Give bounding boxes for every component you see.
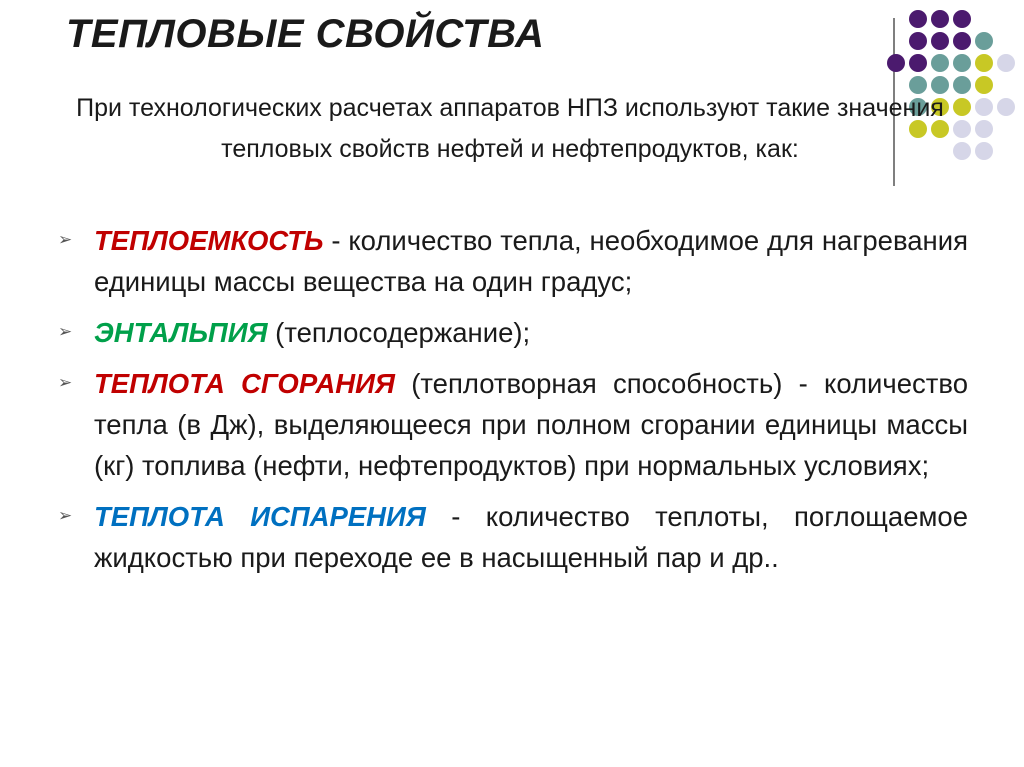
properties-list bbox=[58, 220, 968, 578]
decor-dot bbox=[953, 10, 971, 28]
decor-dot bbox=[931, 10, 949, 28]
term-description: (теплосодержание); bbox=[267, 317, 531, 348]
decor-dot bbox=[887, 54, 905, 72]
list-item bbox=[58, 220, 968, 302]
decor-dot bbox=[909, 10, 927, 28]
slide-title: ТЕПЛОВЫЕ СВОЙСТВА bbox=[66, 12, 545, 56]
decor-dot bbox=[953, 32, 971, 50]
intro-paragraph: При технологических расчетах аппаратов НПЗ используют такие значения тепловых свойств нефтей и нефтепродуктов, как: bbox=[76, 94, 944, 163]
term-description: - количество теплоты, поглощаемое жидкостью при переходе ее в насыщенный пар и др.. bbox=[94, 501, 968, 573]
term-enthalpy: ЭНТАЛЬПИЯ bbox=[94, 317, 268, 348]
arrow-bullet-icon: ➢ bbox=[58, 322, 73, 342]
decor-dot bbox=[909, 54, 927, 72]
term-description: - количество тепла, необходимое для нагревания единицы массы вещества на один градус; bbox=[94, 225, 968, 297]
decor-dot bbox=[997, 54, 1015, 72]
decor-dot bbox=[975, 54, 993, 72]
term-heat-of-evaporation: ТЕПЛОТА ИСПАРЕНИЯ bbox=[94, 501, 426, 532]
list-item bbox=[58, 363, 968, 486]
list-item bbox=[58, 312, 968, 353]
term-heat-of-combustion: ТЕПЛОТА СГОРАНИЯ bbox=[94, 368, 395, 399]
decor-dot bbox=[931, 54, 949, 72]
list-item bbox=[58, 496, 968, 578]
decor-dot bbox=[975, 32, 993, 50]
arrow-bullet-icon: ➢ bbox=[58, 506, 73, 526]
decor-dot bbox=[931, 32, 949, 50]
decor-dot bbox=[953, 54, 971, 72]
arrow-bullet-icon: ➢ bbox=[58, 230, 73, 250]
decor-dot bbox=[997, 98, 1015, 116]
term-description: (теплотворная способность) - количество тепла (в Дж), выделяющееся при полном сгорании единицы массы (кг) топлива (нефти, нефтепродуктов) при нормальных условиях; bbox=[94, 368, 968, 481]
decor-dot bbox=[909, 32, 927, 50]
arrow-bullet-icon: ➢ bbox=[58, 373, 73, 393]
term-heat-capacity: ТЕПЛОЕМКОСТЬ bbox=[94, 225, 324, 256]
